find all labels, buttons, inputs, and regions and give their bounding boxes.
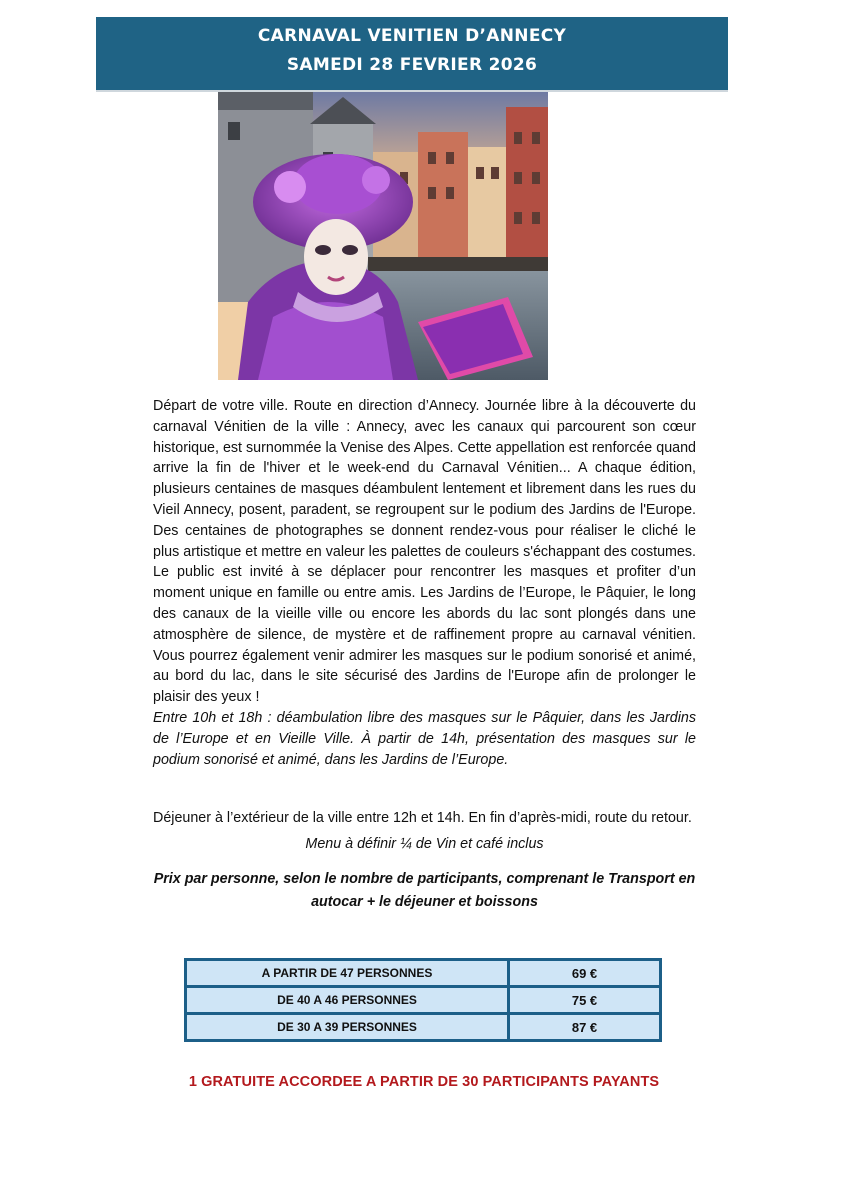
table-row: [186, 987, 661, 1014]
price-label: DE 40 A 46 PERSONNES: [186, 987, 509, 1014]
page-header: [96, 17, 728, 92]
price-value: 69 €: [509, 960, 661, 987]
price-value: 75 €: [509, 987, 661, 1014]
table-row: [186, 960, 661, 987]
price-label: A PARTIR DE 47 PERSONNES: [186, 960, 509, 987]
price-label: DE 30 A 39 PERSONNES: [186, 1014, 509, 1041]
table-row: [186, 1014, 661, 1041]
menu-text: Menu à définir ¼ de Vin et café inclus: [305, 836, 544, 852]
event-title: CARNAVAL VENITIEN D’ANNECY: [257, 26, 567, 46]
price-table: [184, 958, 662, 1042]
venetian-mask-photo-icon: [218, 92, 548, 380]
free-place-note: 1 GRATUITE ACCORDEE A PARTIR DE 30 PARTICIPANTS PAYANTS: [188, 1074, 660, 1090]
event-date: SAMEDI 28 FEVRIER 2026: [286, 55, 538, 75]
description-block: [153, 396, 696, 770]
lunch-text: Déjeuner à l’extérieur de la ville entre 12h et 14h. En fin d’après-midi, route du retour.: [153, 810, 692, 826]
description-paragraph: Départ de votre ville. Route en direction d’Annecy. Journée libre à la découverte du carnaval Vénitien de la ville : Annecy, avec les canaux qui parcourent son cœur historique, est surnommée la Venise des Alpes. Cette appellation est renforcée quand arrive la fin de l'hiver et le week-end du Carnaval Vénitien... A chaque édition, plusieurs centaines de masques déambulent lentement et librement dans les rues du Vieil Annecy, posent, paradent, se regroupent sur le podium des Jardins de l'Europe. Des centaines de photographes se donnent rendez-vous pour réaliser le cliché le plus artistique et mettre en valeur les palettes de couleurs s'échappant des costumes. Le public est invité à se déplacer pour rencontrer les masques et profiter d’un moment unique en famille ou entre amis. Les Jardins de l’Europe, le Pâquier, le long des canaux de la vieille ville ou encore les abords du lac sont plongés dans une atmosphère de silence, de mystère et de raffinement propre au carnaval vénitien. Vous pourrez également venir admirer les masques sur le podium sonorisé et animé, au bord du lac, dans le site sécurisé des Jardins de l'Europe afin de prolonger le plaisir des yeux !: [153, 398, 696, 706]
price-intro: Prix par personne, selon le nombre de participants, comprenant le Transport en autocar + le déjeuner et boissons: [153, 871, 696, 910]
schedule-paragraph: Entre 10h et 18h : déambulation libre des masques sur le Pâquier, dans les Jardins de l’Europe et en Vieille Ville. À partir de 14h, présentation des masques sur le podium sonorisé et animé, dans les Jardins de l’Europe.: [153, 709, 696, 768]
price-value: 87 €: [509, 1014, 661, 1041]
